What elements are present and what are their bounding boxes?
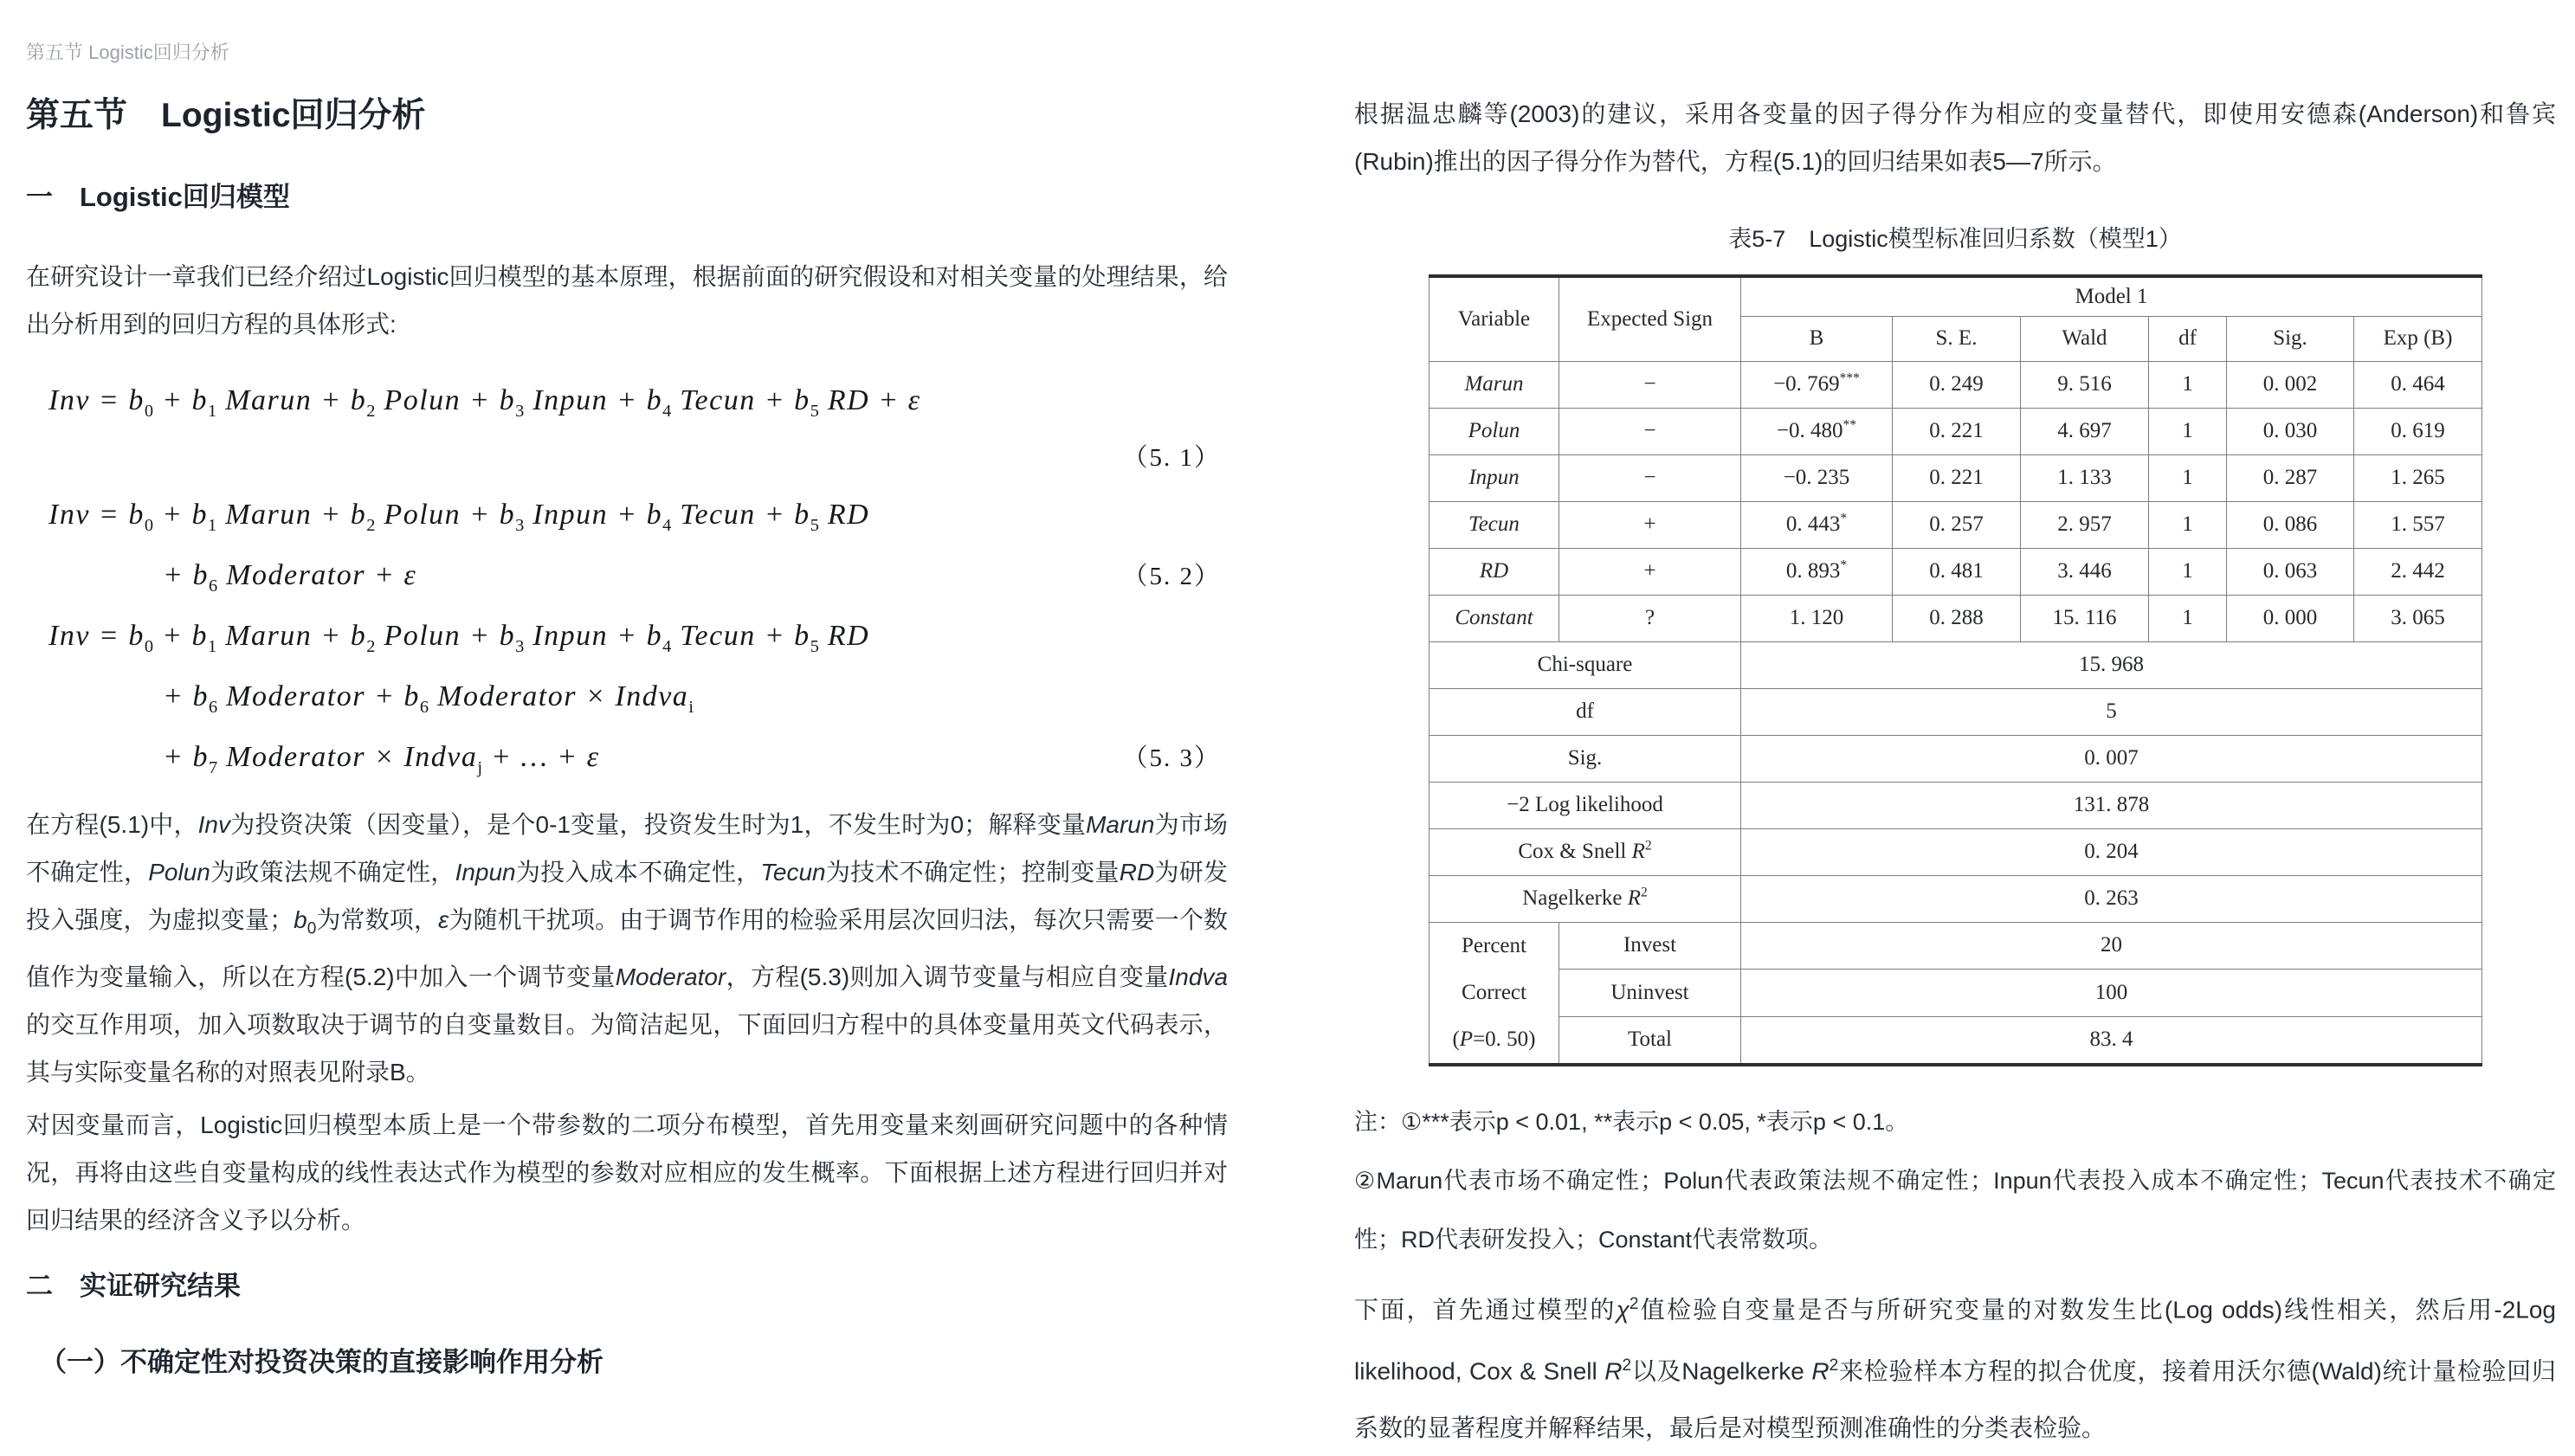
header-model-1: Model 1: [1741, 276, 2482, 316]
b-cell: [1741, 548, 1893, 595]
equation-5-2-number: （5. 2）: [1122, 563, 1221, 590]
percent-value-cell: 100: [1741, 970, 2482, 1017]
se-cell: 0. 221: [1893, 454, 2021, 501]
df-cell: 1: [2149, 408, 2227, 454]
sig-cell: 0. 063: [2227, 548, 2354, 595]
paragraph-test-procedure: 下面，首先通过模型的$\chi^2$值检验自变量是否与所研究变量的对数发生比(Log odds)线性相关，然后用-2Log likelihood, Cox & Snell $R^2$以及Nagelkerke $R^2$来检验样本方程的拟合优度，接着用沃尔德(Wald)统计量检验回归系数的显著程度并解释结果，最后是对模型预测准确性的分类表检验。: [1354, 1295, 2556, 1441]
stat-value-cell: 131. 878: [1741, 782, 2482, 828]
percent-value-cell: 83. 4: [1741, 1017, 2482, 1065]
table-note-1: 注：①***表示p < 0.01, **表示p < 0.05, *表示p < 0.1。: [1354, 1109, 1909, 1135]
table-note-2: ②Marun代表市场不确定性；Polun代表政策法规不确定性；Inpun代表投入成本不确定性；Tecun代表技术不确定性；RD代表研发投入；Constant代表常数项。: [1354, 1168, 2556, 1253]
variable-cell: Tecun: [1429, 501, 1559, 548]
stat-row-3: [1429, 782, 2482, 828]
stat-value-cell: 0. 263: [1741, 875, 2482, 922]
percent-label-line-2: (P=0. 50): [1452, 1027, 1536, 1051]
se-cell: 0. 249: [1893, 361, 2021, 408]
expb-cell: 1. 265: [2354, 454, 2482, 501]
b-cell: [1741, 408, 1893, 454]
header-wald: Wald: [2021, 316, 2149, 361]
paragraph-factor-scores: 根据温忠麟等(2003)的建议，采用各变量的因子得分作为相应的变量替代，即使用安德森(Anderson)和鲁宾(Rubin)推出的因子得分作为替代，方程(5.1)的回归结果如表5—7所示。: [1354, 100, 2556, 175]
wald-cell: 3. 446: [2021, 548, 2149, 595]
stat-row-4: [1429, 828, 2482, 875]
stat-value-cell: 15. 968: [1741, 641, 2482, 688]
b-cell: [1741, 454, 1893, 501]
percent-correct-label-cell: [1429, 922, 1559, 1065]
percent-category-cell: Uninvest: [1559, 970, 1741, 1017]
coef-row-Polun: [1429, 408, 2482, 454]
expected-sign-cell: −: [1559, 361, 1741, 408]
se-cell: 0. 481: [1893, 548, 2021, 595]
se-cell: 0. 288: [1893, 595, 2021, 641]
variable-cell: Constant: [1429, 595, 1559, 641]
equation-5-3-line1: Inv = $b_0 + b_1$ Marun + $b_2$ Polun + $b_3$ Inpun + $b_4$ Tecun + $b_5$ RD: [48, 620, 870, 656]
df-cell: 1: [2149, 361, 2227, 408]
equation-5-3-number: （5. 3）: [1122, 744, 1221, 772]
regression-table-block: [1429, 220, 2481, 1066]
expected-sign-cell: ?: [1559, 595, 1741, 641]
stat-label-cell: Nagelkerke $R^2$: [1429, 875, 1741, 922]
percent-label-line-0: Percent: [1462, 933, 1526, 957]
df-cell: 1: [2149, 501, 2227, 548]
expb-cell: 0. 619: [2354, 408, 2482, 454]
left-column: [26, 0, 1228, 1449]
variable-cell: Inpun: [1429, 454, 1559, 501]
paragraph-intro: 在研究设计一章我们已经介绍过Logistic回归模型的基本原理，根据前面的研究假设和对相关变量的处理结果，给出分析用到的回归方程的具体形式:: [26, 263, 1228, 338]
wald-cell: 4. 697: [2021, 408, 2149, 454]
sig-cell: 0. 030: [2227, 408, 2354, 454]
percent-category-cell: Invest: [1559, 922, 1741, 970]
equation-5-1-number: （5. 1）: [1122, 444, 1221, 472]
stat-row-1: [1429, 688, 2482, 735]
header-b: B: [1741, 316, 1893, 361]
paragraph-binomial-model: 对因变量而言，Logistic回归模型本质上是一个带参数的二项分布模型，首先用变量来刻画研究问题中的各种情况，再将由这些自变量构成的线性表达式作为模型的参数对应相应的发生概率。下面根据上述方程进行回归并对回归结果的经济含义予以分析。: [26, 1111, 1228, 1234]
equation-5-2-line1: Inv = $b_0 + b_1$ Marun + $b_2$ Polun + $b_3$ Inpun + $b_4$ Tecun + $b_5$ RD: [48, 499, 870, 535]
percent-category-cell: Total: [1559, 1017, 1741, 1065]
equation-5-3-line3: + $b_7$ Moderator × Indva$_j$ + … + ε: [163, 741, 600, 777]
table-notes: [1354, 1092, 2556, 1269]
significance-stars: *: [1840, 557, 1848, 573]
b-value: 0. 443: [1785, 512, 1841, 536]
expb-cell: 1. 557: [2354, 501, 2482, 548]
b-value: −0. 480: [1776, 419, 1843, 442]
coef-row-Tecun: [1429, 501, 2482, 548]
coef-row-Inpun: [1429, 454, 2482, 501]
stat-value-cell: 5: [1741, 688, 2482, 735]
wald-cell: 15. 116: [2021, 595, 2149, 641]
b-cell: [1741, 595, 1893, 641]
stat-row-0: [1429, 641, 2482, 688]
variable-cell: RD: [1429, 548, 1559, 595]
section-heading-results: 二 实证研究结果: [26, 1271, 241, 1301]
percent-label-line-1: Correct: [1462, 980, 1526, 1004]
df-cell: 1: [2149, 595, 2227, 641]
header-variable: Variable: [1429, 276, 1559, 361]
equations-block: [26, 370, 1228, 788]
header-df: df: [2149, 316, 2227, 361]
coef-row-Constant: [1429, 595, 2482, 641]
df-cell: 1: [2149, 454, 2227, 501]
expb-cell: 3. 065: [2354, 595, 2482, 641]
stat-label-cell: df: [1429, 688, 1741, 735]
expected-sign-cell: −: [1559, 454, 1741, 501]
header-se: S. E.: [1893, 316, 2021, 361]
stat-value-cell: 0. 007: [1741, 735, 2482, 782]
subsection-heading-direct-effect: （一）不确定性对投资决策的直接影响作用分析: [40, 1347, 603, 1377]
stat-label-cell: Cox & Snell $R^2$: [1429, 828, 1741, 875]
stat-row-2: [1429, 735, 2482, 782]
table-caption: 表5-7 Logistic模型标准回归系数（模型1）: [1728, 226, 2182, 252]
expb-cell: 0. 464: [2354, 361, 2482, 408]
b-value: 1. 120: [1789, 606, 1844, 629]
sig-cell: 0. 086: [2227, 501, 2354, 548]
variable-cell: Marun: [1429, 361, 1559, 408]
percent-row-Uninvest: [1429, 970, 2482, 1017]
wald-cell: 1. 133: [2021, 454, 2149, 501]
wald-cell: 2. 957: [2021, 501, 2149, 548]
b-cell: [1741, 501, 1893, 548]
equation-5-2-line2: + $b_6$ Moderator + ε: [163, 559, 417, 596]
table-header-row-1: [1429, 276, 2482, 316]
logistic-regression-table: [1429, 274, 2482, 1066]
stat-label-cell: Chi-square: [1429, 641, 1741, 688]
wald-cell: 9. 516: [2021, 361, 2149, 408]
significance-stars: *: [1840, 511, 1848, 526]
header-expected-sign: Expected Sign: [1559, 276, 1741, 361]
expected-sign-cell: +: [1559, 501, 1741, 548]
variable-cell: Polun: [1429, 408, 1559, 454]
b-value: −0. 769: [1773, 372, 1840, 396]
page-title: 第五节 Logistic回归分析: [26, 97, 426, 134]
expected-sign-cell: +: [1559, 548, 1741, 595]
header-sig: Sig.: [2227, 316, 2354, 361]
stat-label-cell: Sig.: [1429, 735, 1741, 782]
b-cell: [1741, 361, 1893, 408]
percent-row-Total: [1429, 1017, 2482, 1065]
significance-stars: **: [1843, 417, 1857, 433]
se-cell: 0. 257: [1893, 501, 2021, 548]
coef-row-Marun: [1429, 361, 2482, 408]
equation-5-3-line2: + $b_6$ Moderator + $b_6$ Moderator × Indva$_i$: [163, 680, 694, 717]
df-cell: 1: [2149, 548, 2227, 595]
paragraph-variable-definitions: 在方程(5.1)中，Inv为投资决策（因变量），是个0-1变量，投资发生时为1，不发生时为0；解释变量Marun为市场不确定性，Polun为政策法规不确定性，Inpun为投入成本不确定性，Tecun为技术不确定性；控制变量RD为研发投入强度，为虚拟变量；$b_0$为常数项，ε为随机干扰项。由于调节作用的检验采用层次回归法，每次只需要一个数值作为变量输入，所以在方程(5.2)中加入一个调节变量Moderator，方程(5.3)则加入调节变量与相应自变量Indva的交互作用项，加入项数取决于调节的自变量数目。为简洁起见，下面回归方程中的具体变量用英文代码表示，其与实际变量名称的对照表见附录B。: [26, 811, 1229, 1086]
header-expb: Exp (B): [2354, 316, 2482, 361]
b-value: −0. 235: [1783, 466, 1850, 489]
coef-row-RD: [1429, 548, 2482, 595]
equation-5-1: Inv = $b_0 + b_1$ Marun + $b_2$ Polun + $b_3$ Inpun + $b_4$ Tecun + $b_5$ RD + ε: [48, 384, 921, 421]
percent-value-cell: 20: [1741, 922, 2482, 970]
percent-row-Invest: [1429, 922, 2482, 970]
sig-cell: 0. 287: [2227, 454, 2354, 501]
stat-value-cell: 0. 204: [1741, 828, 2482, 875]
stat-row-5: [1429, 875, 2482, 922]
sig-cell: 0. 000: [2227, 595, 2354, 641]
section-heading-model: 一 Logistic回归模型: [26, 182, 290, 212]
se-cell: 0. 221: [1893, 408, 2021, 454]
sig-cell: 0. 002: [2227, 361, 2354, 408]
stat-label-cell: −2 Log likelihood: [1429, 782, 1741, 828]
significance-stars: ***: [1839, 370, 1860, 386]
expb-cell: 2. 442: [2354, 548, 2482, 595]
breadcrumb: 第五节 Logistic回归分析: [26, 42, 229, 63]
right-column: [1354, 0, 2556, 1449]
expected-sign-cell: −: [1559, 408, 1741, 454]
b-value: 0. 893: [1785, 559, 1841, 583]
